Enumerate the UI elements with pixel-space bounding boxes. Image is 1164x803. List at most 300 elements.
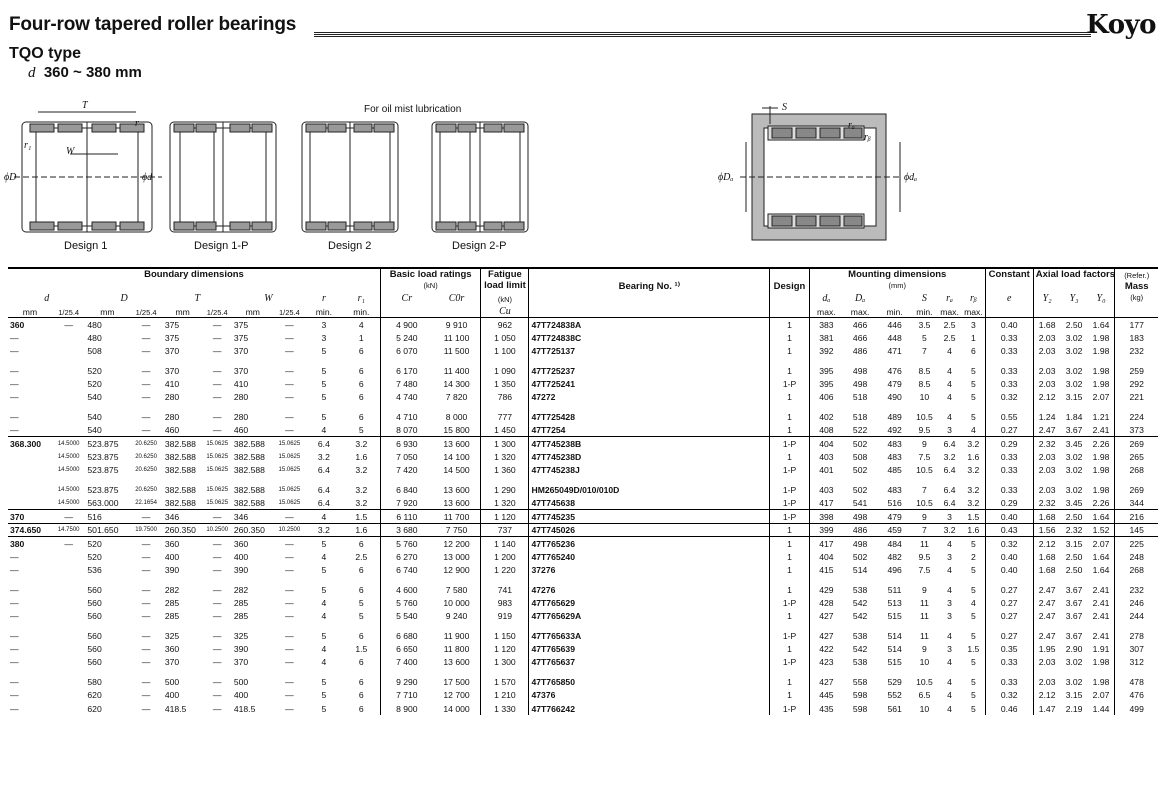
cell-Cu: 1 360 <box>481 464 529 477</box>
cell-r1: 6 <box>358 565 364 576</box>
cell-design: 1 <box>770 345 810 358</box>
cell-da: 392 <box>809 345 842 358</box>
cell-e: 0.40 <box>985 550 1033 563</box>
unit-D-mm: mm <box>100 307 115 318</box>
cell-r: 5 <box>321 379 327 390</box>
cell-r1: 4 <box>358 319 364 330</box>
cell-r: 5 <box>321 392 327 403</box>
cell-Da-min: 448 <box>887 332 902 343</box>
cell-Cu: 1 050 <box>481 331 529 344</box>
cell-W-mm: 410 <box>233 379 249 390</box>
cell-T-in: — <box>212 379 222 390</box>
cell-C0r: 15 800 <box>443 424 470 435</box>
cell-r: 6.4 <box>317 465 330 476</box>
cell-rb: 5 <box>970 379 976 390</box>
cell-Da-min: 490 <box>887 392 902 403</box>
cell-r: 5 <box>321 565 327 576</box>
cell-r1: 6 <box>358 690 364 701</box>
cell-D-in: 20.6250 <box>129 437 162 450</box>
cell-Cr: 7 710 <box>380 689 432 702</box>
cell-r: 4 <box>321 424 327 435</box>
cell-T-mm: 460 <box>164 424 180 435</box>
unit-D-in: 1/25.4 <box>135 308 157 318</box>
cell-W-in: — <box>285 584 294 595</box>
cell-D-mm: 580 <box>87 676 102 687</box>
cell-W-mm: 418.5 <box>233 703 256 714</box>
table-row <box>8 675 1158 688</box>
cell-D-mm: 480 <box>87 332 102 343</box>
cell-Da-min: 446 <box>887 319 902 330</box>
cell-e: 0.32 <box>985 689 1033 702</box>
cell-Da-max: 514 <box>852 565 868 576</box>
cell-d-in <box>52 610 85 623</box>
cell-d-mm <box>8 483 52 496</box>
cell-r: 4 <box>321 644 327 655</box>
cell-D-mm: 560 <box>87 644 102 655</box>
cell-ra: 3 <box>947 611 952 622</box>
cell-Y2: 2.47 <box>1033 424 1060 437</box>
cell-e: 0.29 <box>985 496 1033 509</box>
cell-Y0: 1.98 <box>1092 657 1110 668</box>
cell-Y0: 2.41 <box>1092 597 1110 608</box>
cell-design: 1 <box>770 410 810 423</box>
cell-Cu: 1 220 <box>481 563 529 576</box>
table-row <box>8 364 1158 377</box>
cell-T-mm: 382.588 <box>164 497 196 508</box>
cell-S: 10 <box>919 657 930 668</box>
cell-T-in: — <box>212 644 222 655</box>
label-r: r <box>135 118 139 129</box>
table-row <box>8 629 1158 642</box>
cell-Y0: 2.41 <box>1092 630 1110 641</box>
cell-C0r: 7 820 <box>445 392 468 403</box>
cell-D-mm: 563.000 <box>87 497 119 508</box>
cell-S: 9 <box>922 584 927 595</box>
cell-W-in: — <box>285 597 294 608</box>
cell-design: 1 <box>770 318 810 331</box>
cell-S: 10.5 <box>916 497 933 508</box>
cell-rb: 5 <box>970 690 976 701</box>
cell-r1: 1.6 <box>355 451 368 462</box>
cell-Y3: 2.50 <box>1065 319 1083 330</box>
cell-S: 10.5 <box>916 676 933 687</box>
range-symbol: d <box>28 65 36 81</box>
cell-Cr: 6 070 <box>380 345 432 358</box>
cell-design: 1 <box>770 675 810 688</box>
cell-mass: 232 <box>1115 583 1158 596</box>
cell-r: 5 <box>321 411 327 422</box>
cell-T-mm: 500 <box>164 676 180 687</box>
cell-bearing-no: 47T725241 <box>529 377 770 390</box>
cell-bearing-no: 47276 <box>529 583 770 596</box>
cell-C0r: 14 300 <box>443 379 470 390</box>
cell-r: 5 <box>321 630 327 641</box>
cell-r: 5 <box>321 703 327 714</box>
cell-da: 417 <box>809 496 842 509</box>
cell-Y2: 1.68 <box>1033 510 1060 523</box>
cell-ra: 4 <box>947 676 952 687</box>
cell-rb: 5 <box>970 584 976 595</box>
cell-r: 4 <box>305 510 343 523</box>
hdr-bearing-no: Bearing No. ¹⁾ <box>529 268 770 304</box>
cell-C0r: 13 600 <box>443 497 470 508</box>
cell-Da-min: 513 <box>887 597 902 608</box>
cell-Y3: 3.02 <box>1065 451 1083 462</box>
cell-T-mm: 418.5 <box>164 703 187 714</box>
cell-Y2: 2.32 <box>1033 437 1060 450</box>
cell-e: 0.33 <box>985 377 1033 390</box>
cell-Cr: 7 050 <box>380 450 432 463</box>
cell-r1: 6 <box>358 365 364 376</box>
cell-design: 1-P <box>770 437 810 450</box>
cell-e: 0.33 <box>985 464 1033 477</box>
sym-Y0: Y₀ <box>1096 293 1106 305</box>
cell-D-in: — <box>141 365 151 376</box>
cell-T-mm: 346 <box>163 510 203 523</box>
cell-Y2: 2.47 <box>1033 610 1060 623</box>
cell-Y0: 1.52 <box>1088 523 1115 536</box>
cell-d-mm: — <box>10 332 19 343</box>
cell-T-mm: 285 <box>164 611 180 622</box>
cell-ra: 4 <box>947 657 952 668</box>
cell-D-in: — <box>141 657 151 668</box>
cell-e: 0.29 <box>985 437 1033 450</box>
cell-T-mm: 360 <box>164 644 180 655</box>
cell-T-mm: 382.588 <box>163 437 203 450</box>
cell-T-in: 15.0625 <box>206 499 229 506</box>
cell-Y0: 2.41 <box>1092 424 1110 435</box>
cell-da: 383 <box>809 318 842 331</box>
cell-Da-max: 598 <box>852 690 868 701</box>
cell-Y3: 3.67 <box>1065 630 1083 641</box>
cell-Y3: 3.02 <box>1065 365 1083 376</box>
cell-ra: 3 <box>947 424 952 435</box>
cell-Cu: 1 300 <box>481 656 529 669</box>
cell-d-in: — <box>64 319 73 330</box>
cell-mass: 278 <box>1115 629 1158 642</box>
cell-rb: 3 <box>970 319 976 330</box>
cell-ra: 6.4 <box>943 465 956 476</box>
cell-r1: 6 <box>358 392 364 403</box>
cell-Y3: 2.90 <box>1065 644 1083 655</box>
table-row <box>8 689 1158 702</box>
cell-Da-max: 502 <box>852 465 868 476</box>
cell-mass: 268 <box>1115 464 1158 477</box>
design-2p-drawing <box>432 122 528 232</box>
cell-Y2: 2.03 <box>1033 656 1060 669</box>
cell-d-mm <box>8 450 52 463</box>
cell-bearing-no: 47272 <box>529 391 770 404</box>
cell-r: 3 <box>321 319 327 330</box>
cell-da: 435 <box>809 702 842 715</box>
cell-W-in: 15.0625 <box>274 437 305 450</box>
cell-Da-min: 496 <box>887 565 902 576</box>
cell-W-in: — <box>274 537 305 550</box>
cell-W-in: 15.0625 <box>278 467 301 474</box>
cell-rb: 5 <box>970 703 976 714</box>
unit-cr <box>380 304 432 317</box>
cell-rb: 3.2 <box>962 437 985 450</box>
unit-r-min: min. <box>315 307 333 318</box>
caption-design-2p: Design 2-P <box>452 240 507 252</box>
cell-r: 5 <box>321 346 327 357</box>
cell-rb: 5 <box>970 611 976 622</box>
cell-Y3: 2.50 <box>1060 510 1087 523</box>
cell-ra: 4 <box>947 584 952 595</box>
cell-S: 7.5 <box>918 451 931 462</box>
table-row <box>8 596 1158 609</box>
cell-rb: 6 <box>970 346 976 357</box>
cell-C0r: 10 000 <box>443 597 470 608</box>
cell-D-mm: 480 <box>87 319 102 330</box>
cell-ra: 4 <box>947 379 952 390</box>
cell-Cu: 1 290 <box>481 483 529 496</box>
cell-T-in: — <box>212 611 222 622</box>
cell-T-in: — <box>212 424 222 435</box>
cell-ra: 2.5 <box>943 332 956 343</box>
cell-D-in: — <box>141 584 151 595</box>
cell-W-in: — <box>285 319 294 330</box>
cell-r1: 3.2 <box>343 437 381 450</box>
cell-da: 445 <box>809 689 842 702</box>
cell-design: 1 <box>770 550 810 563</box>
cell-d-mm: — <box>10 630 19 641</box>
cell-r: 4 <box>321 611 327 622</box>
cell-r1: 5 <box>358 611 364 622</box>
cell-ra: 3 <box>947 597 952 608</box>
cell-d-in <box>52 331 85 344</box>
cell-Y3: 3.45 <box>1065 497 1083 508</box>
cell-D-in: — <box>141 597 151 608</box>
cell-D-mm: 540 <box>87 392 102 403</box>
cell-Y0: 2.07 <box>1092 392 1110 403</box>
cell-ra: 4 <box>947 411 952 422</box>
cell-W-mm: 280 <box>233 392 249 403</box>
cell-Y0: 2.26 <box>1092 497 1110 508</box>
cell-da: 403 <box>809 483 842 496</box>
cell-da: 427 <box>809 675 842 688</box>
cell-Cr: 5 240 <box>380 331 432 344</box>
cell-d-in <box>52 364 85 377</box>
unit-S-min: min. <box>916 307 933 318</box>
cell-Y2: 2.03 <box>1033 331 1060 344</box>
cell-Y3: 2.32 <box>1060 523 1087 536</box>
cell-r: 6.4 <box>317 484 330 495</box>
cell-rb: 1.6 <box>962 523 985 536</box>
cell-C0r: 11 700 <box>433 510 481 523</box>
cell-Cr: 6 740 <box>380 563 432 576</box>
cell-r1: 6 <box>358 379 364 390</box>
cell-Y3: 3.02 <box>1065 332 1083 343</box>
cell-d-mm: — <box>10 611 19 622</box>
cell-Da-min: 492 <box>887 424 902 435</box>
cell-Y2: 2.12 <box>1033 689 1060 702</box>
cell-Da-max: 498 <box>852 365 868 376</box>
cell-S: 10 <box>919 703 930 714</box>
cell-e: 0.33 <box>985 656 1033 669</box>
cell-Y2: 2.03 <box>1033 345 1060 358</box>
cell-Y3: 3.02 <box>1065 465 1083 476</box>
cell-bearing-no: 47T765633A <box>529 629 770 642</box>
cell-d-mm: — <box>10 584 19 595</box>
cell-bearing-no: 47T765240 <box>529 550 770 563</box>
sym-W: W <box>264 293 273 305</box>
cell-d-in: 14.5000 <box>52 437 85 450</box>
cell-d-in: — <box>52 510 85 523</box>
cell-da: 428 <box>809 596 842 609</box>
cell-mass: 476 <box>1115 689 1158 702</box>
cell-T-mm: 382.588 <box>164 451 196 462</box>
cell-S: 9 <box>922 644 927 655</box>
cell-ra: 4 <box>947 630 952 641</box>
cell-d-in <box>52 702 85 715</box>
cell-Y3: 3.02 <box>1065 379 1083 390</box>
table-row <box>8 523 1158 536</box>
table-row <box>8 377 1158 390</box>
cell-da: 381 <box>809 331 842 344</box>
cell-mass: 232 <box>1115 345 1158 358</box>
cell-T-in: 15.0625 <box>206 467 229 474</box>
cell-C0r: 14 000 <box>443 703 470 714</box>
cell-design: 1 <box>770 523 810 536</box>
cell-W-mm: 370 <box>233 657 249 668</box>
cell-e: 0.40 <box>985 318 1033 331</box>
cell-mass: 177 <box>1115 318 1158 331</box>
unit-ra-max: max. <box>940 307 959 318</box>
cell-d-in: 14.5000 <box>57 486 80 493</box>
cell-r1: 6 <box>358 630 364 641</box>
cell-Cr: 7 400 <box>380 656 432 669</box>
table-row <box>8 424 1158 437</box>
hdr-load-unit: (kN) <box>423 281 438 290</box>
label-phi-d: ϕd <box>142 172 153 183</box>
sym-e: e <box>985 291 1033 304</box>
cell-Da-max: 502 <box>843 437 878 450</box>
cell-D-mm: 516 <box>85 510 129 523</box>
hdr-fatigue-title: Fatigue load limit <box>484 269 526 291</box>
cell-da: 402 <box>809 410 842 423</box>
cell-D-mm: 523.875 <box>87 451 119 462</box>
cell-Cr: 7 480 <box>380 377 432 390</box>
cell-Da-max: 538 <box>852 584 868 595</box>
cell-C0r: 14 100 <box>443 451 470 462</box>
cell-C0r: 13 000 <box>443 551 470 562</box>
cell-ra: 4 <box>947 365 952 376</box>
cell-Y3: 3.15 <box>1065 690 1083 701</box>
cell-Da-max: 538 <box>852 630 868 641</box>
cell-Cr: 6 170 <box>380 364 432 377</box>
cell-T-in: — <box>212 703 222 714</box>
cell-design: 1 <box>770 563 810 576</box>
cell-Cr: 6 680 <box>380 629 432 642</box>
design-1-drawing <box>14 112 162 232</box>
cell-W-in: — <box>285 551 294 562</box>
cell-Y3: 1.84 <box>1065 411 1083 422</box>
cell-d-in <box>52 689 85 702</box>
cell-Cr: 4 710 <box>380 410 432 423</box>
cell-design: 1-P <box>770 629 810 642</box>
cell-da: 408 <box>809 424 842 437</box>
cell-bearing-no: 47T766242 <box>529 702 770 715</box>
hdr-fatigue <box>481 268 529 291</box>
cell-Y3: 2.19 <box>1065 703 1083 714</box>
cell-Da-min: 516 <box>887 497 902 508</box>
cell-d-mm: — <box>10 424 19 435</box>
cell-e: 0.43 <box>985 523 1033 536</box>
cell-Y0: 1.98 <box>1092 465 1110 476</box>
cell-da: 404 <box>809 437 842 450</box>
design-1p-drawing <box>170 122 276 232</box>
cell-da: 423 <box>809 656 842 669</box>
cell-D-in: — <box>141 379 151 390</box>
label-phi-Da: ϕDₐ <box>718 172 734 183</box>
cell-D-mm: 540 <box>87 424 102 435</box>
cell-d-in: — <box>52 537 85 550</box>
cell-da: 403 <box>809 450 842 463</box>
cell-mass: 265 <box>1115 450 1158 463</box>
cell-da: 427 <box>809 610 842 623</box>
cell-W-mm: 382.588 <box>232 437 274 450</box>
cell-r1: 6 <box>358 676 364 687</box>
oil-mist-note: For oil mist lubrication <box>364 104 462 115</box>
cell-Y0: 2.07 <box>1088 537 1115 550</box>
cell-d-in <box>52 550 85 563</box>
cell-Y3: 3.15 <box>1060 537 1087 550</box>
cell-r1: 6 <box>358 657 364 668</box>
cell-Da-min: 489 <box>887 411 902 422</box>
cell-da: 401 <box>809 464 842 477</box>
cell-Cu: 737 <box>481 523 529 536</box>
cell-S: 11 <box>919 611 929 622</box>
cell-design: 1 <box>770 424 810 437</box>
cell-r1: 5 <box>358 424 364 435</box>
cell-Cr: 6 270 <box>380 550 432 563</box>
cell-r1: 6 <box>358 703 364 714</box>
cell-C0r: 9 910 <box>445 319 468 330</box>
cell-D-in: — <box>141 611 151 622</box>
cell-mass: 145 <box>1115 523 1158 536</box>
cell-Cr: 3 680 <box>380 523 432 536</box>
cell-bearing-no: 47T765236 <box>529 537 770 550</box>
cell-D-mm: 501.650 <box>85 523 129 536</box>
cell-r1: 6 <box>358 584 364 595</box>
cell-r1: 6 <box>343 537 381 550</box>
cell-bearing-no: 47T725137 <box>529 345 770 358</box>
cell-D-mm: 523.875 <box>87 484 119 495</box>
label-T: T <box>82 100 88 111</box>
title-rule <box>314 32 1091 37</box>
cell-D-in: — <box>141 565 151 576</box>
cell-da: 427 <box>809 629 842 642</box>
cell-Cu: 1 120 <box>481 510 529 523</box>
cell-Da-max: 518 <box>852 411 868 422</box>
cell-Da-min: 561 <box>887 703 902 714</box>
cell-d-mm: — <box>10 365 19 376</box>
cell-T-mm: 370 <box>164 346 180 357</box>
cell-W-mm: 325 <box>233 630 249 641</box>
cell-Y3: 3.67 <box>1065 424 1083 435</box>
unit-y2 <box>1033 304 1060 317</box>
cell-bearing-no: 47T745638 <box>529 496 770 509</box>
cell-bearing-no: 47T725428 <box>529 410 770 423</box>
cell-S: 11 <box>919 630 929 641</box>
cell-D-mm: 560 <box>87 584 102 595</box>
cell-Cu: 1 140 <box>481 537 529 550</box>
design-2-drawing <box>302 122 398 232</box>
cell-Y0: 1.98 <box>1092 451 1110 462</box>
hdr-mounting <box>809 268 985 291</box>
cell-design: 1 <box>770 331 810 344</box>
